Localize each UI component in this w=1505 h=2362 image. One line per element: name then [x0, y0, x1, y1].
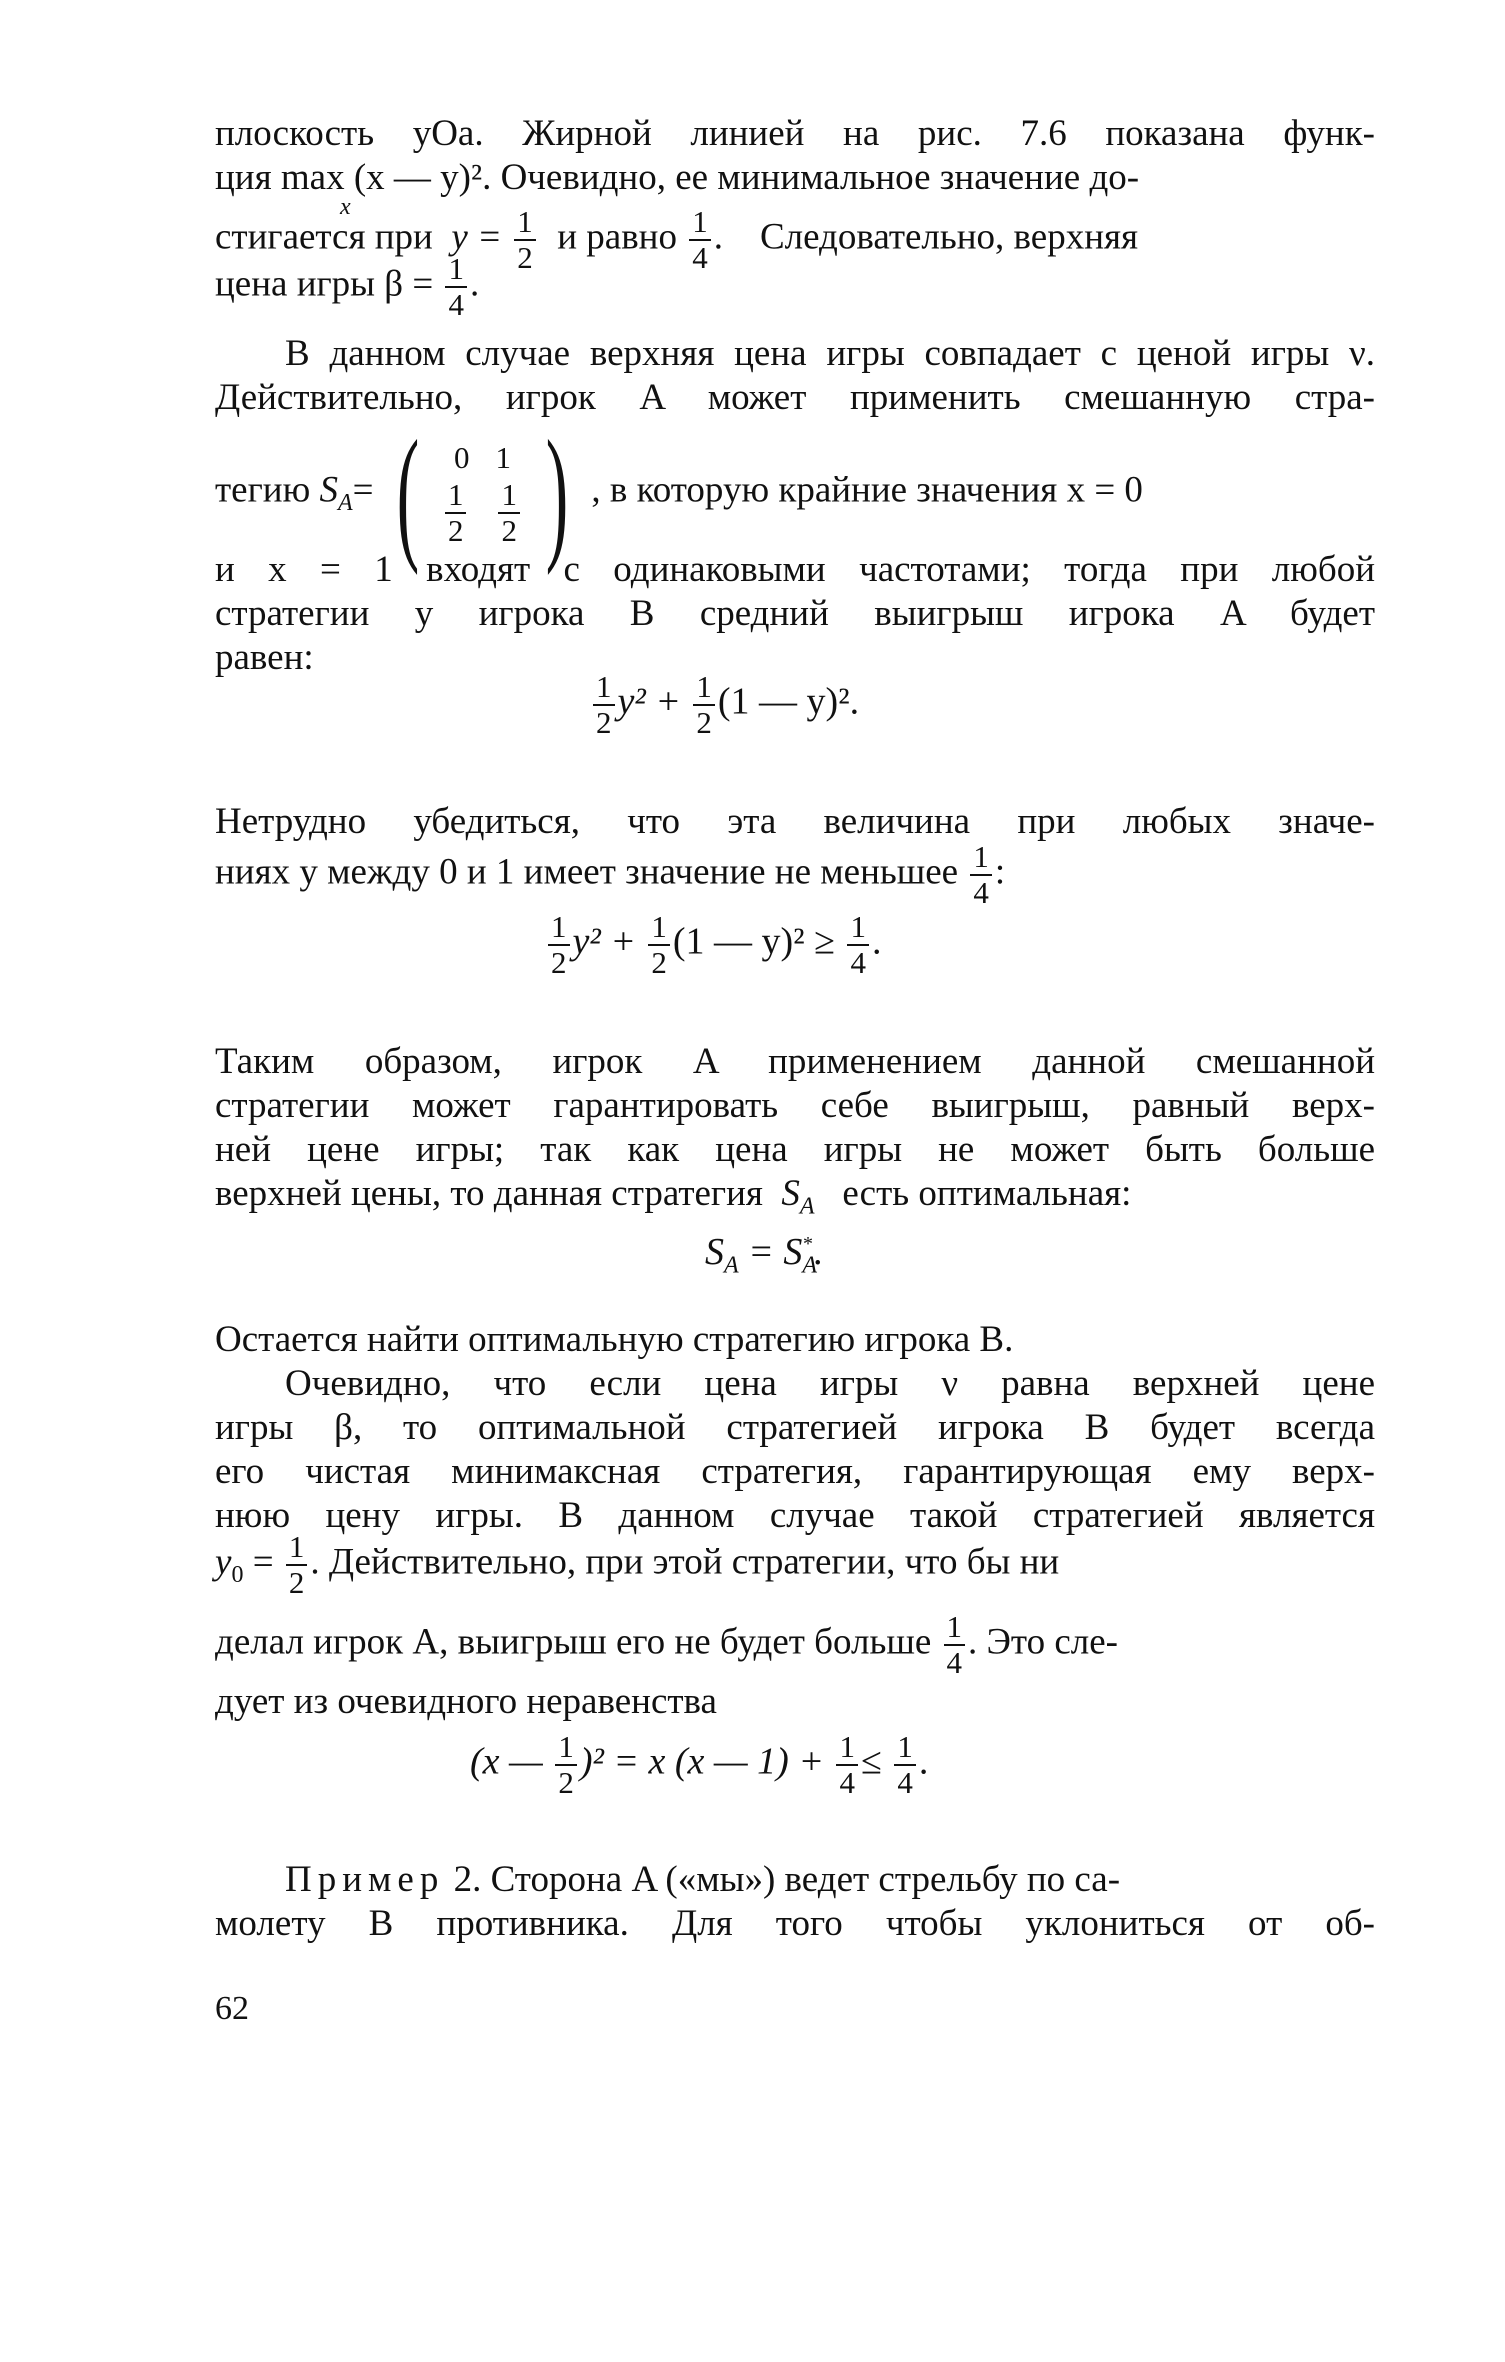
strategy-S: S — [319, 469, 338, 511]
equals: = — [352, 469, 374, 511]
example-heading: Пример — [285, 1859, 445, 1900]
text-line: Очевидно, что если цена игры ν равна верхней цене — [285, 1363, 1375, 1404]
formula-optimal-strategy: $S_A = S_A^*$. — [705, 1231, 823, 1279]
text-line: Остается найти оптимальную стратегию игрока B. — [215, 1319, 1014, 1360]
text-span: верхней цены, то данная стратегия — [215, 1173, 763, 1214]
formula-obvious-inequality: (x — $\frac{1}{2}$ )² = x (x — 1) + $\frac{1}{4}$ ≤ $\frac{1}{4}$ . — [470, 1729, 929, 1800]
text-span: цена игры β = — [215, 263, 434, 305]
text-line: цена игры β = $\frac{1}{4}$ . — [215, 251, 480, 322]
text-line: Нетрудно убедиться, что эта величина при любых значе- — [215, 801, 1375, 842]
text-line: ниях y между 0 и 1 имеет значение не меньшее $\frac{1}{4}$ : — [215, 839, 1006, 910]
text-span: . Очевидно, ее минимальное значение до- — [482, 157, 1140, 198]
text-line: стратегии может гарантировать себе выигрыш, равный верх- — [215, 1085, 1375, 1126]
text-line: Таким образом, игрок A применением данной смешанной — [215, 1041, 1375, 1082]
text-line: В данном случае верхняя цена игры совпадает с ценой игры ν. — [285, 333, 1375, 374]
text-line: равен: — [215, 637, 314, 678]
text-line: и x = 1 входят с одинаковыми частотами; тогда при любой — [215, 549, 1375, 590]
formula-expected-payoff: $\frac{1}{2}$ y² + $\frac{1}{2}$ (1 — y)². — [590, 670, 859, 740]
text-line: верхней цены, то данная стратегия $S_A$ есть оптимальная: — [215, 1173, 1132, 1220]
text-line: его чистая минимаксная стратегия, гарантирующая ему верх- — [215, 1451, 1375, 1492]
max-subscript: x — [340, 194, 351, 220]
text-line: стигается при y = $\frac{1}{2}$ и равно $\frac{1}{4}$ . Следовательно, верхняя — [215, 204, 1139, 275]
text-line: делал игрок A, выигрыш его не будет больше $\frac{1}{4}$ . Это сле- — [215, 1609, 1118, 1680]
text-span: есть оптимальная: — [842, 1173, 1132, 1214]
text-span: и равно — [557, 216, 677, 258]
text-span: 2. Сторона A («мы») ведет стрельбу по са- — [453, 1859, 1121, 1900]
fraction-one-quarter: $\frac{1}{4}$ — [689, 205, 711, 275]
subscript-A: A — [337, 489, 353, 516]
text-line — [215, 156, 1375, 200]
right-paren: ) — [545, 410, 569, 576]
page-number: 62 — [215, 1990, 249, 2027]
strategy-matrix: 0 1 $\frac{1}{2}$ $\frac{1}{2}$ — [442, 438, 523, 548]
text-line — [285, 1858, 1375, 1902]
fraction-one-quarter: $\frac{1}{4}$ — [445, 252, 467, 322]
text-span: ниях y между 0 и 1 имеет значение не меньшее — [215, 851, 959, 893]
formula-inequality: $\frac{1}{2}$ y² + $\frac{1}{2}$ (1 — y)² ≥ $\frac{1}{4}$ . — [545, 910, 881, 980]
fraction-one-half: $\frac{1}{2}$ — [514, 205, 536, 275]
left-paren: ( — [396, 410, 419, 576]
text-span: тегию — [215, 469, 311, 511]
text-span: делал игрок A, выигрыш его не будет больше — [215, 1621, 932, 1663]
text-span: Следовательно, верхняя — [759, 216, 1139, 258]
text-line: игры β, то оптимальной стратегией игрока B будет всегда — [215, 1407, 1375, 1448]
text-line: дует из очевидного неравенства — [215, 1681, 717, 1722]
text-span: . Действительно, при этой стратегии, что бы ни — [310, 1541, 1060, 1583]
text-span: , в которую крайние значения x = 0 — [591, 469, 1143, 511]
y-equals: y = — [451, 216, 502, 258]
text-line: Действительно, игрок A может применить смешанную стра- — [215, 377, 1375, 418]
text-span: . Это сле- — [968, 1621, 1118, 1663]
text-line: стратегии y игрока B средний выигрыш игрока A будет — [215, 593, 1375, 634]
text-line: плоскость yOa. Жирной линией на рис. 7.6 показана функ- — [215, 113, 1375, 154]
text-line: ней цене игры; так как цена игры не может быть больше — [215, 1129, 1375, 1170]
max-expression: ция max (x — y)² — [215, 157, 483, 198]
text-line: молету B противника. Для того чтобы уклониться от об- — [215, 1903, 1375, 1944]
text-line: нюю цену игры. В данном случае такой стратегией является — [215, 1495, 1375, 1536]
text-span: стигается при — [215, 216, 433, 258]
text-line: $y_0$ = $\frac{1}{2}$ . Действительно, при этой стратегии, что бы ни — [215, 1529, 1060, 1600]
